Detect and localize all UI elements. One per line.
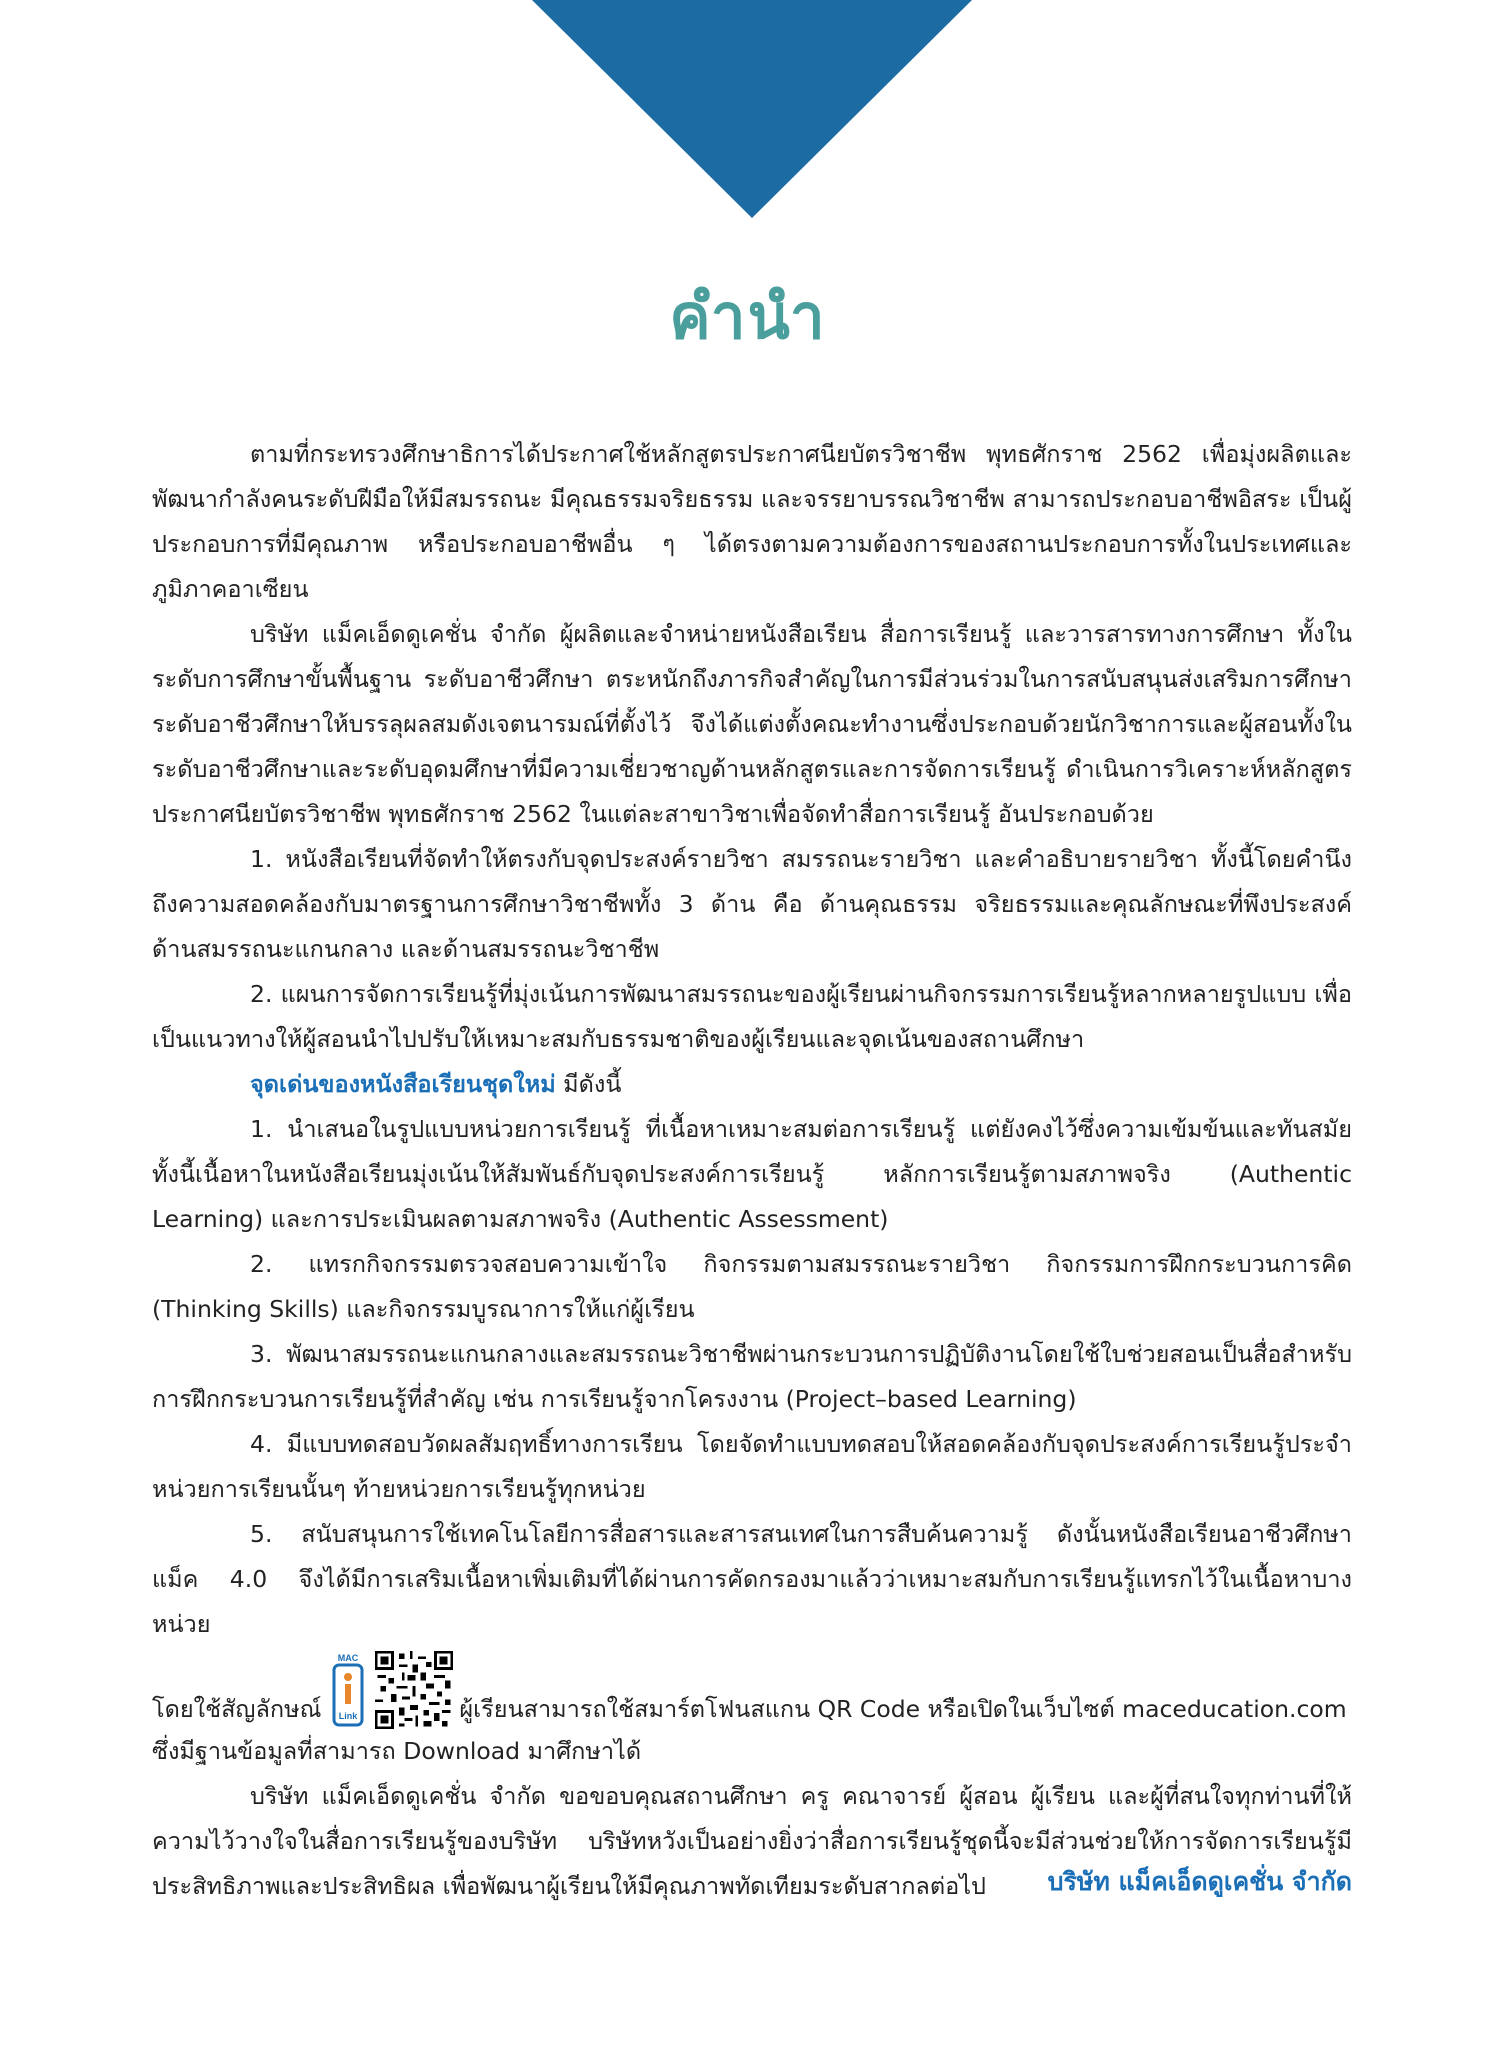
list-item: 1. หนังสือเรียนที่จัดทำให้ตรงกับจุดประสงค์รายวิชา สมรรถนะรายวิชา และคำอธิบายรายวิชา ทั้งนี้โดยคำนึงถึงความสอดคล้องกับมาตรฐานการศึกษาวิชาชีพทั้ง 3 ด้าน คือ ด้านคุณธรรม จริยธรรมและคุณลักษณะที่พึงประสงค์ ด้านสมรรถนะแกนกลาง และด้านสมรรถนะวิชาชีพ bbox=[152, 845, 1352, 963]
symbol-prefix: โดยใช้สัญลักษณ์ bbox=[152, 1695, 322, 1723]
qr-line bbox=[152, 1651, 1352, 1729]
list-item: 1. นำเสนอในรูปแบบหน่วยการเรียนรู้ ที่เนื้อหาเหมาะสมต่อการเรียนรู้ แต่ยังคงไว้ซึ่งความเข้มข้นและทันสมัย ทั้งนี้เนื้อหาในหนังสือเรียนมุ่งเน้นให้สัมพันธ์กับจุดประสงค์การเรียนรู้ หลักการเรียนรู้ตามสภาพจริง (Authentic Learning) และการประเมินผลตามสภาพจริง (Authentic Assessment) bbox=[152, 1115, 1352, 1233]
list-item: 2. แทรกกิจกรรมตรวจสอบความเข้าใจ กิจกรรมตามสมรรถนะรายวิชา กิจกรรมการฝึกกระบวนการคิด (Thinking Skills) และกิจกรรมบูรณาการให้แก่ผู้เรียน bbox=[152, 1250, 1352, 1323]
list-item: 2. แผนการจัดการเรียนรู้ที่มุ่งเน้นการพัฒนาสมรรถนะของผู้เรียนผ่านกิจกรรมการเรียนรู้หลากหลายรูปแบบ เพื่อเป็นแนวทางให้ผู้สอนนำไปปรับให้เหมาะสมกับธรรมชาติของผู้เรียนและจุดเน้นของสถานศึกษา bbox=[152, 980, 1352, 1053]
highlights-label: จุดเด่นของหนังสือเรียนชุดใหม่ bbox=[250, 1070, 556, 1098]
list-item-continuation: ซึ่งมีฐานข้อมูลที่สามารถ Download มาศึกษาได้ bbox=[152, 1737, 642, 1765]
highlights-suffix: มีดังนี้ bbox=[555, 1070, 622, 1098]
symbol-suffix: ผู้เรียนสามารถใช้สมาร์ตโฟนสแกน QR Code หรือเปิดในเว็บไซต์ maceducation.com bbox=[459, 1695, 1347, 1723]
paragraph-company: บริษัท แม็คเอ็ดดูเคชั่น จำกัด ผู้ผลิตและจำหน่ายหนังสือเรียน สื่อการเรียนรู้ และวารสารทางการศึกษา ทั้งในระดับการศึกษาขั้นพื้นฐาน ระดับอาชีวศึกษา ตระหนักถึงภารกิจสำคัญในการมีส่วนร่วมในการสนับสนุนส่งเสริมการศึกษาระดับอาชีวศึกษาให้บรรลุผลสมดังเจตนารมณ์ที่ตั้งไว้ จึงได้แต่งตั้งคณะทำงานซึ่งประกอบด้วยนักวิชาการและผู้สอนทั้งในระดับอาชีวศึกษาและระดับอุดมศึกษาที่มีความเชี่ยวชาญด้านหลักสูตรและการจัดการเรียนรู้ ดำเนินการวิเคราะห์หลักสูตรประกาศนียบัตรวิชาชีพ พุทธศักราช 2562 ในแต่ละสาขาวิชาเพื่อจัดทำสื่อการเรียนรู้ อันประกอบด้วย bbox=[152, 620, 1352, 828]
signature: บริษัท แม็คเอ็ดดูเคชั่น จำกัด bbox=[1047, 1867, 1352, 1896]
list-item: 3. พัฒนาสมรรถนะแกนกลางและสมรรถนะวิชาชีพผ่านกระบวนการปฏิบัติงานโดยใช้ใบช่วยสอนเป็นสื่อสำหรับการฝึกกระบวนการเรียนรู้ที่สำคัญ เช่น การเรียนรู้จากโครงงาน (Project–based Learning) bbox=[152, 1340, 1352, 1413]
mac-link-bottom-label: Link bbox=[339, 1711, 358, 1721]
qr-code-icon bbox=[375, 1651, 453, 1729]
list-item: 4. มีแบบทดสอบวัดผลสัมฤทธิ์ทางการเรียน โดยจัดทำแบบทดสอบให้สอดคล้องกับจุดประสงค์การเรียนรู้ประจำหน่วยการเรียนนั้นๆ ท้ายหน่วยการเรียนรู้ทุกหน่วย bbox=[152, 1430, 1352, 1503]
list-item: 5. สนับสนุนการใช้เทคโนโลยีการสื่อสารและสารสนเทศในการสืบค้นความรู้ ดังนั้นหนังสือเรียนอาชีวศึกษา แม็ค 4.0 จึงได้มีการเสริมเนื้อหาเพิ่มเติมที่ได้ผ่านการคัดกรองมาแล้วว่าเหมาะสมกับการเรียนรู้แทรกไว้ในเนื้อหาบางหน่วย bbox=[152, 1520, 1352, 1638]
body-text bbox=[152, 432, 1352, 1909]
mac-link-icon bbox=[327, 1651, 369, 1729]
highlights-heading bbox=[152, 1062, 1352, 1107]
paragraph-thanks: บริษัท แม็คเอ็ดดูเคชั่น จำกัด ขอขอบคุณสถานศึกษา ครู คณาจารย์ ผู้สอน ผู้เรียน และผู้ที่สนใจทุกท่านที่ให้ความไว้วางใจในสื่อการเรียนรู้ของบริษัท บริษัทหวังเป็นอย่างยิ่งว่าสื่อการเรียนรู้ชุดนี้จะมีส่วนช่วยให้การจัดการเรียนรู้มีประสิทธิภาพและประสิทธิผล เพื่อพัฒนาผู้เรียนให้มีคุณภาพทัดเทียมระดับสากลต่อไป bbox=[152, 1782, 1352, 1900]
banner-triangle bbox=[532, 0, 972, 218]
paragraph-intro: ตามที่กระทรวงศึกษาธิการได้ประกาศใช้หลักสูตรประกาศนียบัตรวิชาชีพ พุทธศักราช 2562 เพื่อมุ่งผลิตและพัฒนากำลังคนระดับฝีมือให้มีสมรรถนะ มีคุณธรรมจริยธรรม และจรรยาบรรณวิชาชีพ สามารถประกอบอาชีพอิสระ เป็นผู้ประกอบการที่มีคุณภาพ หรือประกอบอาชีพอื่น ๆ ได้ตรงตามความต้องการของสถานประกอบการทั้งในประเทศและภูมิภาคอาเซียน bbox=[152, 440, 1352, 603]
page-title: คำนำ bbox=[669, 280, 827, 353]
mac-link-top-label: MAC bbox=[338, 1653, 359, 1663]
